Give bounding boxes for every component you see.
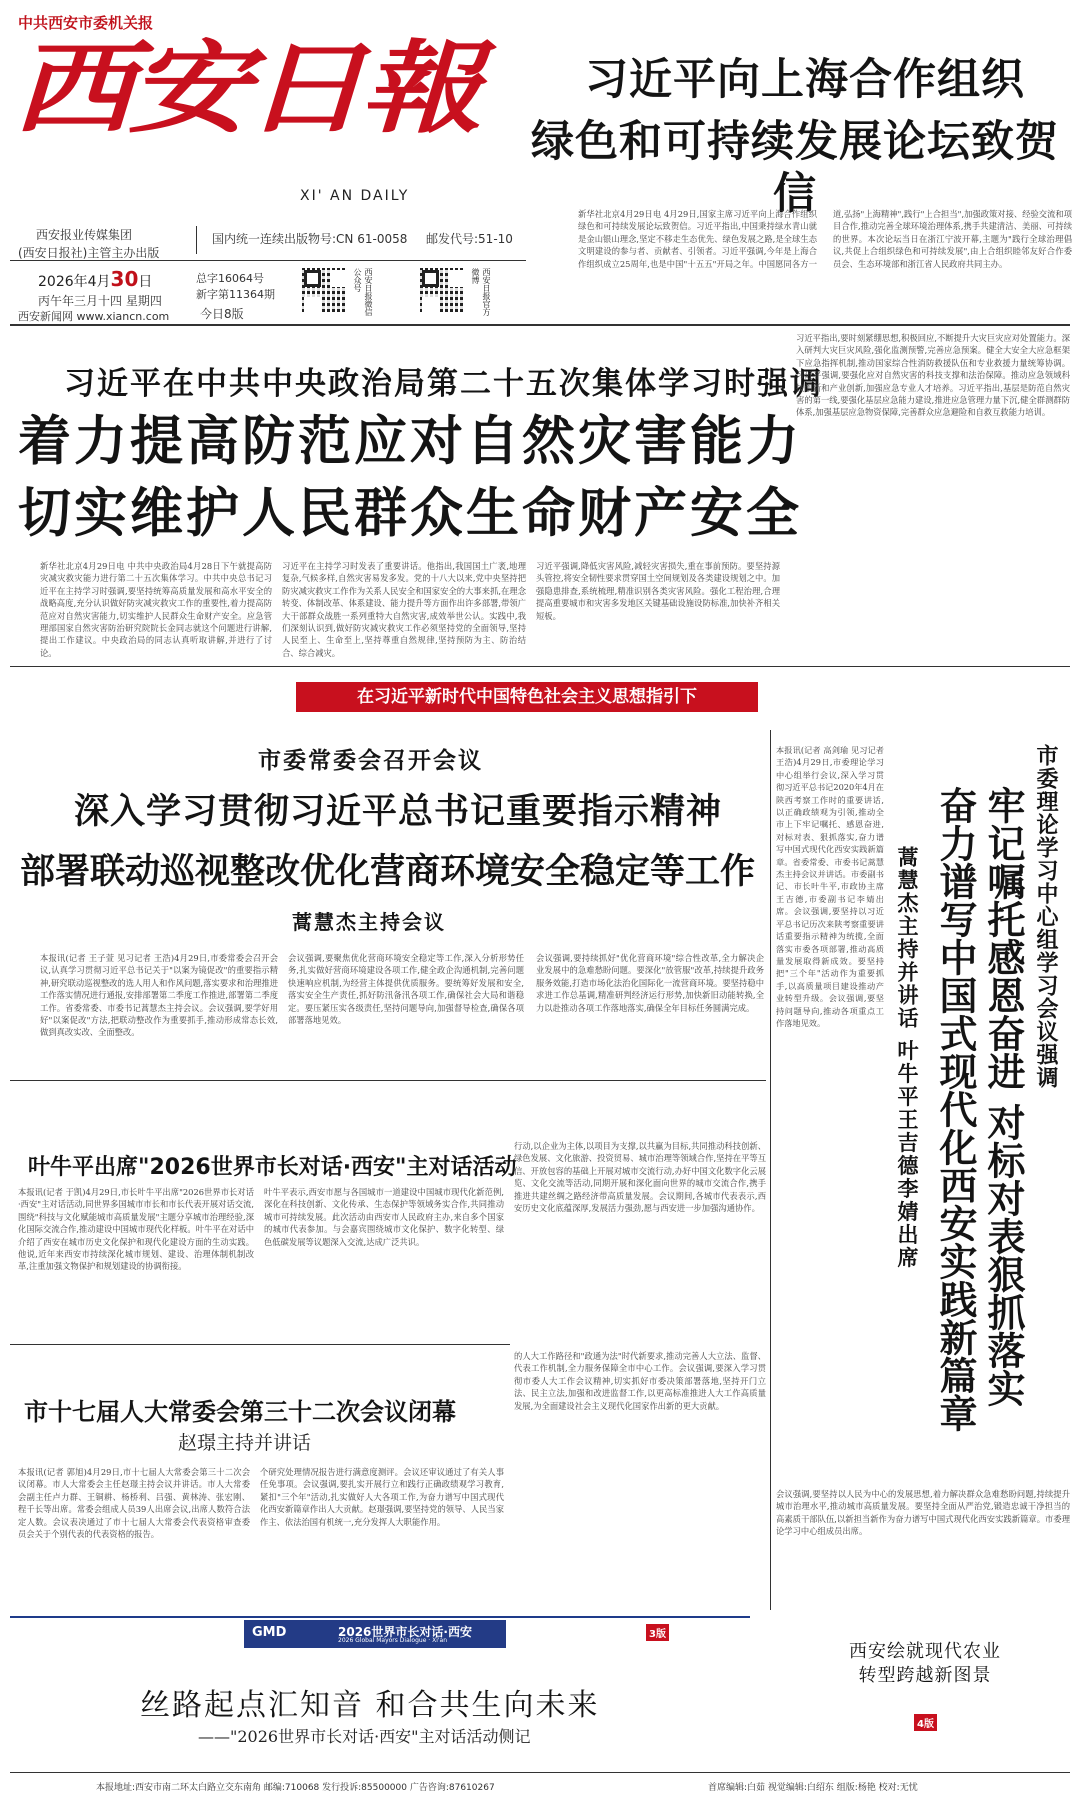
mayors-body-col3: 行动,以企业为主体,以项目为支撑,以共赢为目标,共同推动科技创新、绿色发展、文化旅游、投资贸易、城市治理等领域合作,坚持在平等互信、开放包容的基础上开展对城市交流行动,办好中国文化数字化云展览、文化交流等活动,同期开展和深化面向世界的城市交流合作,携手推进共建丝绸之路经济带高质量发展。会议期间,各城市代表表示,西安历史文化底蕴深厚,发展活力强劲,愿与西安进一步加强沟通协作。 <box>514 1141 766 1214</box>
footer-address: 本报地址:西安市南二环太白路立交东南角 邮编:710068 发行投诉:85500000 广告咨询:87610267 <box>96 1783 495 1793</box>
feature-title[interactable]: 丝路起点汇知音 和合共生向未来 <box>140 1688 600 1723</box>
feature-right-line2[interactable]: 转型跨越新图景 <box>858 1665 992 1686</box>
section-divider <box>10 666 1070 667</box>
mayors-body-col2: 叶牛平表示,西安市愿与各国城市一道建设中国城市现代化新范例,深化在科技创新、文化传承、生态保护等领域务实合作,共同推动城市可持续发展。此次活动由西安市人民政府主办,来自多个国家的城市代表参加。与会嘉宾围绕城市文化保护、数字化转型、绿色低碳发展等议题深入交流,达成广泛共识。 <box>264 1187 504 1247</box>
masthead-logo: 西安日報 <box>12 28 476 147</box>
feature-page-ref[interactable]: 3版 <box>646 1624 669 1641</box>
qr2-label: 西安日报官方微博 <box>471 268 491 316</box>
right-story-kicker: 市委理论学习中心组学习会议强调 <box>1033 744 1058 1089</box>
committee-body-col2: 会议强调,要聚焦优化营商环境安全稳定等工作,深入分析形势任务,扎实做好营商环境建设各项工作,健全政企沟通机制,完善问题快速响应机制,为经营主体提供优质服务。要统筹好发展和安全,落实安全生产责任,抓好防汛备汛各项工作,确保社会大局和谐稳定。要压紧压实各级责任,坚持问题导向,加强督导检查,确保各项部署落地见效。 <box>288 953 524 1026</box>
masthead-english: XI' AN DAILY <box>300 188 410 204</box>
lunar-date: 丙午年三月十四 星期四 <box>38 294 162 308</box>
feature-right-page-ref[interactable]: 4版 <box>914 1714 937 1731</box>
section-divider <box>10 324 1070 326</box>
new-issue: 新字第11364期 <box>196 288 275 301</box>
feature-subtitle: ——"2026世界市长对话·西安"主对话活动侧记 <box>198 1727 531 1746</box>
committee-title-line2: 部署联动巡视整改优化营商环境安全稳定等工作 <box>20 852 756 892</box>
lead-kicker: 习近平在中共中央政治局第二十五次集体学习时强调 <box>64 366 823 402</box>
npc-body-col2: 个研究处理情况报告进行满意度测评。会议还审议通过了有关人事任免事项。会议强调,要扎实开展行立和践行正确政绩观学习教育,紧扣"三个年"活动,扎实做好人大各项工作,为奋力谱写中国式现代化西安新篇章作出人大贡献。赵璟强调,要坚持党的领导、人民当家作主、依法治国有机统一,充分发挥人大职能作用。 <box>260 1467 504 1527</box>
right-story-body-top: 本报讯(记者 高剑瑜 见习记者 王浩)4月29日,市委理论学习中心组举行会议,深入学习贯彻习近平总书记2020年4月在陕西考察工作时的重要讲话,以正确政绩观为引领,推动全市上下牢记嘱托、感恩奋进,对标对表、狠抓落实,奋力谱写中国式现代化西安实践新篇章。省委常委、市委书记蒿慧杰主持会议并讲话。市委副书记、市长叶牛平,市政协主席王吉德,市委副书记李婧出席。会议强调,要坚持以习近平总书记历次来陕考察重要讲话重要指示精神为统揽,全面落实市委各项部署,推动高质量发展取得新成效。要坚持把"三个年"活动作为重要抓手,以高质量项目建设推动产业转型升级。会议强调,要坚持问题导向,推动各项重点工作落地见效。 <box>776 745 884 1028</box>
npc-subtitle: 赵璟主持并讲话 <box>178 1432 312 1454</box>
lead-body-col4: 习近平指出,要时刻紧绷思想,积极回应,不断提升大灾巨灾应对处置能力。深入研判大灾巨灾风险,强化监测预警,完善应急预案。健全大安全大应急框架下应急指挥机制,推动国家综合性消防救援队伍和专业救援力量统筹协调。习近平强调,要强化应对自然灾害的科技支撑和法治保障。推动应急领域科技创新和产业创新,加强应急专业人才培养。习近平指出,基层是防范自然灾害的第一线,要强化基层应急能力建设,推进应急管理力量下沉,健全群测群防体系,加强基层应急物资保障,完善群众应急避险和自救互救能力培训。 <box>796 333 1070 418</box>
section-divider <box>10 1344 510 1345</box>
wechat-qr-code <box>302 268 346 312</box>
gmd-tag-sub: 2026 Global Mayors Dialogue · Xi'an <box>338 1637 448 1644</box>
lead-body-col3: 习近平强调,降低灾害风险,减轻灾害损失,重在事前预防。要坚持源头管控,将安全韧性要求贯穿国土空间规划及各类建设规划之中。加强隐患排查,系统梳理,精准识别各类灾害风险。强化工程治理,合理提高重要城市和灾害多发地区关键基础设施设防标准,加快补齐相关短板。 <box>536 561 780 621</box>
qr1-label: 西安日报微信公众号 <box>353 268 373 316</box>
column-divider <box>770 730 771 1610</box>
gmd-logo: GMD <box>252 1625 287 1640</box>
npc-title: 市十七届人大常委会第三十二次会议闭幕 <box>24 1398 456 1426</box>
date-suffix: 日 <box>138 274 153 290</box>
weibo-qr-code <box>420 268 464 312</box>
right-story-subtitle: 蒿慧杰主持并讲话 叶牛平王吉德李婧出席 <box>895 846 919 1270</box>
committee-body-col3: 会议强调,要持续抓好"优化营商环境"综合性改革,全力解决企业发展中的急难愁盼问题。要深化"放管服"改革,持续提升政务服务效能,打造市场化法治化国际化一流营商环境。要坚持稳中求进工作总基调,精准研判经济运行形势,加快新旧动能转换,全力以赴推动各项工作落地落实,确保全年目标任务圆满完成。 <box>536 953 764 1013</box>
gmd-tag-title: 2026世界市长对话·西安 <box>338 1625 472 1639</box>
committee-kicker: 市委常委会召开会议 <box>258 748 483 774</box>
issn: 国内统一连续出版物号:CN 61-0058 <box>212 232 408 246</box>
right-story-title-line2: 奋力谱写中国式现代化西安实践新篇章 <box>933 786 977 1432</box>
publisher-line2: (西安日报社)主管主办出版 <box>18 246 160 260</box>
theme-banner: 在习近平新时代中国特色社会主义思想指引下 <box>296 682 758 712</box>
date-day: 30 <box>110 267 139 291</box>
top-headline-line2: 绿色和可持续发展论坛致贺信 <box>531 117 1059 219</box>
total-issue: 总字16064号 <box>196 272 264 285</box>
date-prefix: 2026年4月 <box>38 274 111 290</box>
page-count: 今日8版 <box>200 307 244 321</box>
divider <box>10 260 526 261</box>
lead-body-col1: 新华社北京4月29日电 中共中央政治局4月28日下午就提高防灾减灾救灾能力进行第二十五次集体学习。中共中央总书记习近平在主持学习时强调,要坚持统筹高质量发展和高水平安全的战略高度,充分认识做好防灾减灾救灾工作的重要性,着力提高防范应对自然灾害能力,切实维护人民群众生命财产安全。应急管理部国家自然灾害防治研究院院长金同志就这个问题进行讲解,提出工作建议。中央政治局的同志认真听取讲解,并进行了讨论。 <box>40 561 272 658</box>
committee-title-line1: 深入学习贯彻习近平总书记重要指示精神 <box>74 792 723 832</box>
top-headline <box>531 54 1070 220</box>
gmd-tag <box>244 1620 506 1648</box>
feature-right <box>780 1640 1070 1750</box>
lead-title-line2: 切实维护人民群众生命财产安全 <box>18 483 802 544</box>
masthead-top-label: 中共西安市委机关报 <box>18 14 154 32</box>
right-story-title-line1: 牢记嘱托感恩奋进 对标对表狠抓落实 <box>981 786 1025 1408</box>
top-headline-body: 新华社北京4月29日电 4月29日,国家主席习近平向上海合作组织绿色和可持续发展论坛致贺信。习近平指出,中国秉持绿水青山就是金山银山理念,坚定不移走生态优先、绿色发展之路,是全球生态文明建设的参与者、贡献者、引领者。习近平强调,今年是上海合作组织成立25周年,也是中国"十五五"开局之年。中国愿同各方一道,弘扬"上海精神",践行"上合担当",加强政策对接、经验交流和项目合作,推动完善全球环境治理体系,携手共建清洁、美丽、可持续的世界。本次论坛当日在浙江宁波开幕,主题为"践行全球治理倡议,共促上合组织绿色和可持续发展",由上合组织睦邻友好合作委员会、生态环境部和浙江省人民政府共同主办。 <box>578 209 1072 269</box>
lead-body-col2: 习近平在主持学习时发表了重要讲话。他指出,我国国土广袤,地理复杂,气候多样,自然灾害易发多发。党的十八大以来,党中央坚持把防灾减灾救灾工作作为关系人民安全和国家安全的大事来抓,在理念转变、体制改革、体系建设、能力提升等方面作出许多部署,带领广大干部群众战胜一系列重特大自然灾害,成效举世公认。实践中,我们深刻认识到,做好防灾减灾救灾工作必须坚持党的全面领导,坚持人民至上、生命至上,坚持尊重自然规律,坚持预防为主、防治结合、综合减灾。 <box>282 561 526 658</box>
postal-code: 邮发代号:51-10 <box>426 232 513 246</box>
committee-subtitle: 蒿慧杰主持会议 <box>292 910 446 934</box>
mayors-body-col1: 本报讯(记者 于凯)4月29日,市长叶牛平出席"2026世界市长对话·西安"主对话活动,同世界多国城市市长和市长代表开展对话交流,围绕"科技与文化赋能城市高质量发展"主题分享城市治理经验,深化国际交流合作,推动建设中国城市现代化样板。叶牛平在对话中介绍了西安在城市历史文化保护和现代化建设方面的生动实践。他说,近年来西安市持续深化城市规划、建设、治理体制机制改革,注重加强文物保护和规划建设的协调衔接。 <box>18 1187 254 1272</box>
website: 西安新闻网 www.xiancn.com <box>18 310 170 323</box>
mayors-title: 叶牛平出席"2026世界市长对话·西安"主对话活动 <box>28 1155 517 1180</box>
top-headline-line1: 习近平向上海合作组织 <box>585 55 1025 105</box>
npc-body-col3: 的人大工作路径和"政通为法"时代新要求,推动完善人大立法、监督、代表工作机制,全力服务保障全市中心工作。会议强调,要深入学习贯彻市委人大工作会议精神,切实抓好市委决策部署落地,坚持开门立法、民主立法,加强和改进监督工作,以更高标准推进人大工作高质量发展,为全面建设社会主义现代化国家作出新的更大贡献。 <box>514 1351 766 1411</box>
lead-title-line1: 着力提高防范应对自然灾害能力 <box>18 411 802 472</box>
issue-date <box>38 267 152 291</box>
divider <box>196 226 197 254</box>
feature-box <box>10 1616 750 1764</box>
footer-editors: 首席编辑:白茹 视觉编辑:白绍东 组版:杨艳 校对:无忧 <box>708 1783 918 1793</box>
committee-body-col1: 本报讯(记者 王子萱 见习记者 王浩)4月29日,市委常委会召开会议,认真学习贯彻习近平总书记关于"以案为镜促改"的重要指示精神,研究联动巡视整改的选人用人和作风问题,落实要求和治理推进工作落实情况进行通报,安排部署第二季度工作推进,部署第二季度工作。省委常委、市委书记蒿慧杰主持会议。会议强调,要学好用好"以案促改"方法,把联动整改作为重要抓手,推动形成常态长效,做到真改实改、全面整改。 <box>40 953 278 1038</box>
right-story-body-bottom: 会议强调,要坚持以人民为中心的发展思想,着力解决群众急难愁盼问题,持续提升城市治理水平,推动城市高质量发展。要坚持全面从严治党,锻造忠诚干净担当的高素质干部队伍,以新担当新作为奋力谱写中国式现代化西安实践新篇章。市委理论学习中心组成员出席。 <box>776 1489 1070 1537</box>
section-divider <box>10 1080 766 1081</box>
footer-divider <box>10 1772 1070 1773</box>
publisher-line1: 西安报业传媒集团 <box>36 228 133 242</box>
npc-body-col1: 本报讯(记者 郭旭)4月29日,市十七届人大常委会第三十二次会议闭幕。市人大常委会主任赵璟主持会议并讲话。市人大常委会副主任卢力群、王铜耕、杨桥利、吕强、黄林涛、张宏刚、程千长等出席。常委会组成人员39人出席会议,出席人数符合法定人数。会议表决通过了市十七届人大常委会代表资格审查委员会关于个别代表的代表资格的报告。 <box>18 1467 250 1540</box>
feature-right-line1[interactable]: 西安绘就现代农业 <box>849 1641 1001 1662</box>
